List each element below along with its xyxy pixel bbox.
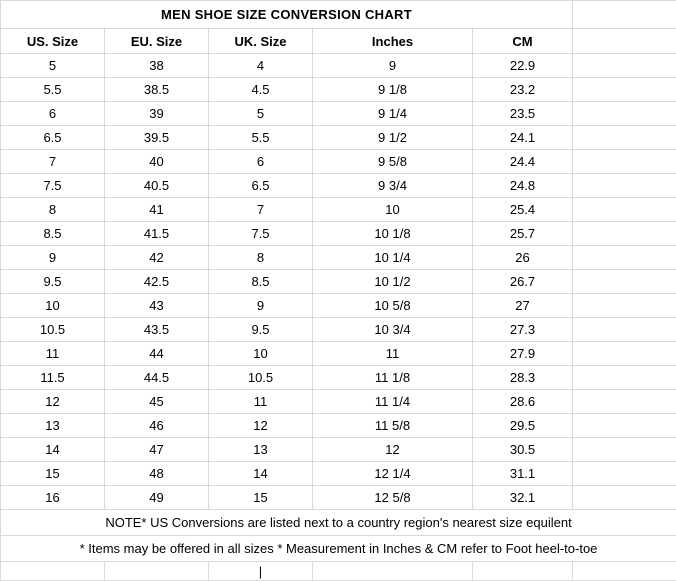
- page-title: MEN SHOE SIZE CONVERSION CHART: [1, 1, 573, 29]
- cell-eu-size: 42.5: [105, 270, 209, 294]
- cell-eu-size: 42: [105, 246, 209, 270]
- empty-cell: [573, 78, 676, 102]
- cell-cm: 24.1: [473, 126, 573, 150]
- empty-cell: [573, 222, 676, 246]
- cell-us-size: 9: [1, 246, 105, 270]
- cell-cm: 22.9: [473, 54, 573, 78]
- cell-cm: 25.4: [473, 198, 573, 222]
- table-row: [1, 390, 676, 414]
- cell-cm: 24.4: [473, 150, 573, 174]
- cell-uk-size: 11: [209, 390, 313, 414]
- header-row: [1, 29, 676, 54]
- cell-uk-size: 4: [209, 54, 313, 78]
- empty-cell: [1, 562, 105, 581]
- empty-cell: [573, 54, 676, 78]
- cell-us-size: 5: [1, 54, 105, 78]
- empty-cell: [573, 102, 676, 126]
- cell-eu-size: 40.5: [105, 174, 209, 198]
- bottom-strip-row: [1, 562, 676, 581]
- table-row: [1, 366, 676, 390]
- table-row: [1, 126, 676, 150]
- cell-uk-size: 5: [209, 102, 313, 126]
- table-row: [1, 54, 676, 78]
- cell-cm: 28.6: [473, 390, 573, 414]
- table-row: [1, 414, 676, 438]
- cell-eu-size: 46: [105, 414, 209, 438]
- cell-inches: 9 1/2: [313, 126, 473, 150]
- cell-cm: 26: [473, 246, 573, 270]
- cell-cm: 27: [473, 294, 573, 318]
- cell-uk-size: 5.5: [209, 126, 313, 150]
- cell-eu-size: 48: [105, 462, 209, 486]
- note-conversions: NOTE* US Conversions are listed next to a country region's nearest size equilent: [1, 510, 676, 536]
- cell-uk-size: 6: [209, 150, 313, 174]
- cell-uk-size: 4.5: [209, 78, 313, 102]
- cell-us-size: 11.5: [1, 366, 105, 390]
- cell-us-size: 14: [1, 438, 105, 462]
- cell-inches: 10 1/4: [313, 246, 473, 270]
- cell-inches: 9 1/4: [313, 102, 473, 126]
- cell-uk-size: 7.5: [209, 222, 313, 246]
- cell-inches: 10 3/4: [313, 318, 473, 342]
- cell-us-size: 6: [1, 102, 105, 126]
- table-row: [1, 150, 676, 174]
- column-header-eu-size: EU. Size: [105, 29, 209, 54]
- table-row: [1, 318, 676, 342]
- cell-cm: 23.2: [473, 78, 573, 102]
- table-row: [1, 438, 676, 462]
- cell-eu-size: 41: [105, 198, 209, 222]
- cell-us-size: 12: [1, 390, 105, 414]
- cell-uk-size: 8: [209, 246, 313, 270]
- column-header-us-size: US. Size: [1, 29, 105, 54]
- empty-cell: [573, 29, 676, 54]
- table-row: [1, 246, 676, 270]
- cell-inches: 10 1/2: [313, 270, 473, 294]
- cell-us-size: 15: [1, 462, 105, 486]
- cell-eu-size: 47: [105, 438, 209, 462]
- table-row: [1, 78, 676, 102]
- cell-inches: 12: [313, 438, 473, 462]
- cell-inches: 12 5/8: [313, 486, 473, 510]
- note-row: [1, 510, 676, 536]
- table-row: [1, 174, 676, 198]
- cell-inches: 9 3/4: [313, 174, 473, 198]
- empty-cell: [573, 246, 676, 270]
- cell-cm: 31.1: [473, 462, 573, 486]
- empty-cell: [573, 438, 676, 462]
- cell-eu-size: 45: [105, 390, 209, 414]
- cell-eu-size: 38.5: [105, 78, 209, 102]
- empty-cell: [573, 318, 676, 342]
- bottom-marker: |: [209, 562, 313, 581]
- table-row: [1, 198, 676, 222]
- cell-uk-size: 7: [209, 198, 313, 222]
- cell-eu-size: 40: [105, 150, 209, 174]
- cell-us-size: 10: [1, 294, 105, 318]
- cell-uk-size: 8.5: [209, 270, 313, 294]
- empty-cell: [573, 174, 676, 198]
- cell-uk-size: 10: [209, 342, 313, 366]
- cell-inches: 11: [313, 342, 473, 366]
- cell-inches: 9: [313, 54, 473, 78]
- cell-eu-size: 44.5: [105, 366, 209, 390]
- table-row: [1, 270, 676, 294]
- cell-uk-size: 6.5: [209, 174, 313, 198]
- cell-eu-size: 39: [105, 102, 209, 126]
- table-row: [1, 294, 676, 318]
- cell-eu-size: 38: [105, 54, 209, 78]
- cell-us-size: 7.5: [1, 174, 105, 198]
- empty-cell: [473, 562, 573, 581]
- cell-uk-size: 12: [209, 414, 313, 438]
- cell-uk-size: 9: [209, 294, 313, 318]
- empty-cell: [573, 150, 676, 174]
- cell-eu-size: 49: [105, 486, 209, 510]
- table-row: [1, 486, 676, 510]
- cell-inches: 10: [313, 198, 473, 222]
- cell-uk-size: 9.5: [209, 318, 313, 342]
- column-header-uk-size: UK. Size: [209, 29, 313, 54]
- table-body: [1, 1, 676, 581]
- table-row: [1, 102, 676, 126]
- cell-uk-size: 15: [209, 486, 313, 510]
- note-measurement: * Items may be offered in all sizes * Measurement in Inches & CM refer to Foot heel-to-toe: [1, 536, 676, 562]
- cell-cm: 28.3: [473, 366, 573, 390]
- note-row: [1, 536, 676, 562]
- cell-inches: 12 1/4: [313, 462, 473, 486]
- title-row: [1, 1, 676, 29]
- cell-cm: 30.5: [473, 438, 573, 462]
- cell-us-size: 5.5: [1, 78, 105, 102]
- cell-inches: 10 1/8: [313, 222, 473, 246]
- table-row: [1, 342, 676, 366]
- cell-us-size: 8: [1, 198, 105, 222]
- cell-uk-size: 14: [209, 462, 313, 486]
- empty-cell: [573, 342, 676, 366]
- cell-us-size: 9.5: [1, 270, 105, 294]
- empty-cell: [313, 562, 473, 581]
- empty-cell: [573, 1, 676, 29]
- empty-cell: [573, 270, 676, 294]
- empty-cell: [573, 126, 676, 150]
- cell-cm: 25.7: [473, 222, 573, 246]
- cell-eu-size: 43.5: [105, 318, 209, 342]
- empty-cell: [573, 366, 676, 390]
- cell-inches: 9 5/8: [313, 150, 473, 174]
- cell-inches: 11 5/8: [313, 414, 473, 438]
- column-header-cm: CM: [473, 29, 573, 54]
- cell-us-size: 8.5: [1, 222, 105, 246]
- cell-us-size: 13: [1, 414, 105, 438]
- cell-cm: 27.3: [473, 318, 573, 342]
- cell-uk-size: 10.5: [209, 366, 313, 390]
- table-row: [1, 222, 676, 246]
- cell-eu-size: 44: [105, 342, 209, 366]
- empty-cell: [573, 462, 676, 486]
- cell-cm: 24.8: [473, 174, 573, 198]
- cell-eu-size: 43: [105, 294, 209, 318]
- empty-cell: [573, 562, 676, 581]
- cell-inches: 10 5/8: [313, 294, 473, 318]
- cell-us-size: 10.5: [1, 318, 105, 342]
- empty-cell: [573, 294, 676, 318]
- cell-us-size: 16: [1, 486, 105, 510]
- cell-inches: 11 1/4: [313, 390, 473, 414]
- cell-eu-size: 39.5: [105, 126, 209, 150]
- empty-cell: [105, 562, 209, 581]
- table-row: [1, 462, 676, 486]
- cell-inches: 11 1/8: [313, 366, 473, 390]
- cell-cm: 23.5: [473, 102, 573, 126]
- cell-inches: 9 1/8: [313, 78, 473, 102]
- empty-cell: [573, 390, 676, 414]
- empty-cell: [573, 198, 676, 222]
- cell-cm: 26.7: [473, 270, 573, 294]
- cell-us-size: 11: [1, 342, 105, 366]
- cell-us-size: 7: [1, 150, 105, 174]
- column-header-inches: Inches: [313, 29, 473, 54]
- cell-cm: 32.1: [473, 486, 573, 510]
- empty-cell: [573, 414, 676, 438]
- cell-eu-size: 41.5: [105, 222, 209, 246]
- cell-cm: 29.5: [473, 414, 573, 438]
- empty-cell: [573, 486, 676, 510]
- cell-cm: 27.9: [473, 342, 573, 366]
- cell-uk-size: 13: [209, 438, 313, 462]
- cell-us-size: 6.5: [1, 126, 105, 150]
